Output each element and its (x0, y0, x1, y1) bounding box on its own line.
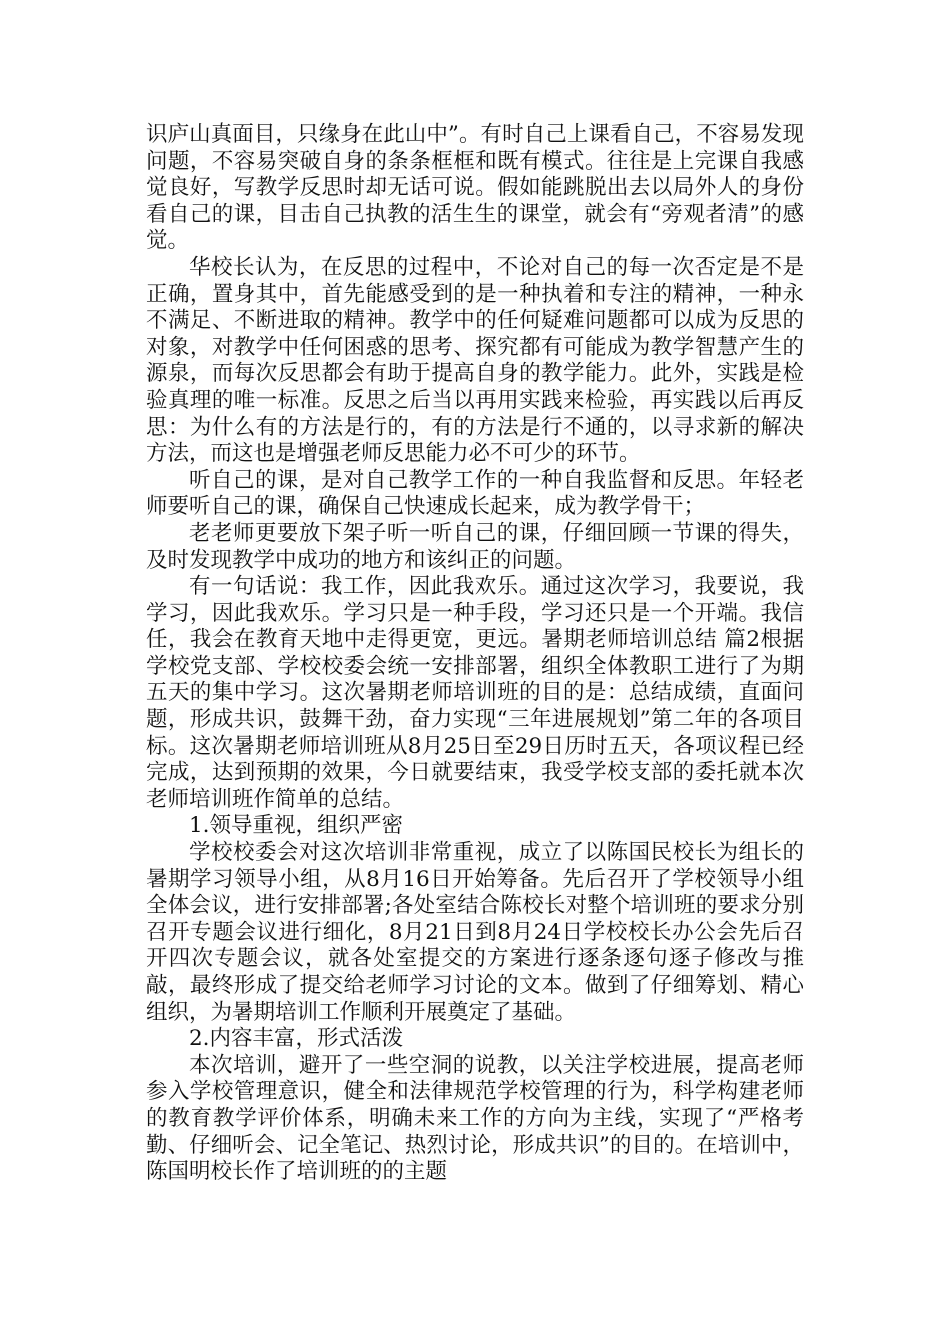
paragraph-1: 识庐山真面目，只缘身在此山中”。有时自己上课看自己，不容易发现问题，不容易突破自身的条条框框和既有模式。往往是上完课自我感觉良好，写教学反思时却无话可说。假如能跳脱出去以局外人的身份看自己的课，目击自己执教的活生生的课堂，就会有“旁观者清”的感觉。 (146, 122, 804, 254)
section-heading-1: 1.领导重视，组织严密 (189, 813, 404, 839)
paragraph-7: 本次培训，避开了一些空洞的说教，以关注学校进展，提高老师参入学校管理意识，健全和法律规范学校管理的行为，科学构建老师的教育教学评价体系，明确未来工作的方向为主线，实现了“严格考勤、仔细听会、记全笔记、热烈讨论，形成共识”的目的。在培训中，陈国明校长作了培训班的的主题 (146, 1052, 804, 1185)
paragraph-3: 听自己的课，是对自己教学工作的一种自我监督和反思。年轻老师要听自己的课，确保自己快速成长起来，成为教学骨干； (146, 467, 804, 520)
document-body (146, 122, 804, 1186)
paragraph-5: 有一句话说：我工作，因此我欢乐。通过这次学习，我要说，我学习，因此我欢乐。学习只是一种手段，学习还只是一个开端。我信任，我会在教育天地中走得更宽，更远。暑期老师培训总结 篇2根据学校党支部、学校校委会统一安排部署，组织全体教职工进行了为期五天的集中学习。这次暑期老师培训班的目的是：总结成绩，直面问题，形成共识，鼓舞干劲，奋力实现“三年进展规划”第二年的各项目标。这次暑期老师培训班从8月25日至29日历时五天，各项议程已经完成，达到预期的效果，今日就要结束，我受学校支部的委托就本次老师培训班作简单的总结。 (146, 574, 804, 812)
paragraph-6: 学校校委会对这次培训非常重视，成立了以陈国民校长为组长的暑期学习领导小组，从8月16日开始筹备。先后召开了学校领导小组全体会议，进行安排部署;各处室结合陈校长对整个培训班的要求分别召开专题会议进行细化，8月21日到8月24日学校校长办公会先后召开四次专题会议，就各处室提交的方案进行逐条逐句逐子修改与推敲，最终形成了提交给老师学习讨论的文本。做到了仔细筹划、精心组织，为暑期培训工作顺利开展奠定了基础。 (146, 840, 804, 1025)
paragraph-4: 老老师更要放下架子听一听自己的课，仔细回顾一节课的得失，及时发现教学中成功的地方和该纠正的问题。 (146, 520, 804, 573)
paragraph-2: 华校长认为，在反思的过程中，不论对自己的每一次否定是不是正确，置身其中，首先能感受到的是一种执着和专注的精神，一种永不满足、不断进取的精神。教学中的任何疑难问题都可以成为反思的对象，对教学中任何困惑的思考、探究都有可能成为教学智慧产生的源泉，而每次反思都会有助于提高自身的教学能力。此外，实践是检验真理的唯一标准。反思之后当以再用实践来检验，再实践以后再反思：为什么有的方法是行的，有的方法是行不通的，以寻求新的解决方法，而这也是增强老师反思能力必不可少的环节。 (146, 254, 804, 467)
section-heading-2: 2.内容丰富，形式活泼 (189, 1026, 404, 1052)
